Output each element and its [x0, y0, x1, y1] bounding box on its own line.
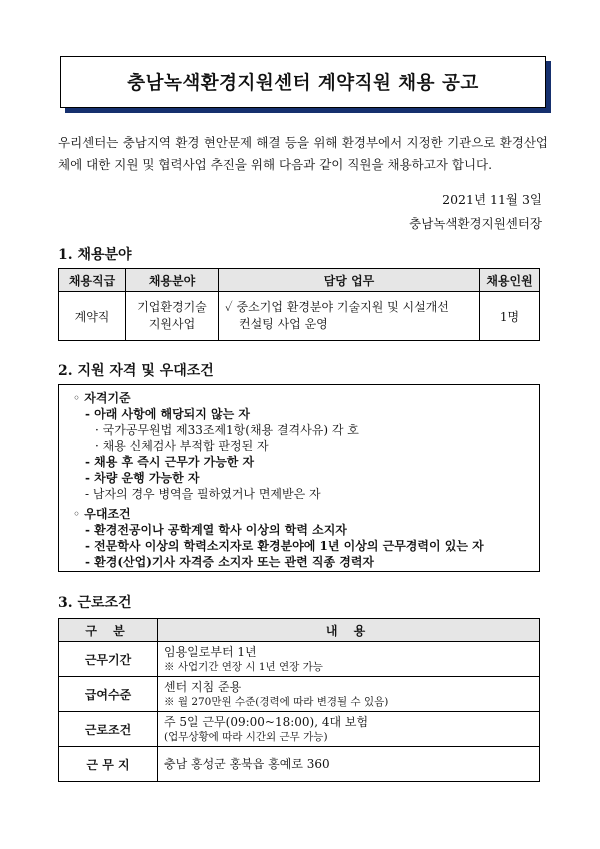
section1-title: 1. 채용분야	[58, 247, 132, 263]
table-row	[59, 642, 540, 677]
table-row	[59, 747, 540, 782]
qualification-box	[58, 384, 540, 572]
field-line1: 기업환경기술	[137, 300, 207, 314]
row-main: 임용일로부터 1년	[164, 645, 257, 659]
row-content	[158, 677, 540, 712]
row-label: 근무기간	[59, 642, 158, 677]
row-label: 근 무 지	[59, 747, 158, 782]
qual-item-1b: · 채용 신체검사 부적합 판정된 자	[95, 439, 269, 453]
row-main: 주 5일 근무(09:00~18:00), 4대 보험	[164, 715, 369, 729]
table-header-row	[59, 269, 540, 292]
duty-line1: ✓ 중소기업 환경분야 기술지원 및 시설개선	[225, 300, 449, 314]
header-content: 내 용	[158, 619, 540, 642]
working-conditions-table	[58, 618, 540, 782]
pref-heading: ◦ 우대조건	[73, 507, 131, 521]
table-row	[59, 677, 540, 712]
row-sub: ※ 사업기간 연장 시 1년 연장 가능	[164, 661, 323, 673]
header-category: 구 분	[59, 619, 158, 642]
announcement-date: 2021년 11월 3일	[442, 192, 542, 207]
row-main: 센터 지침 준용	[164, 680, 242, 694]
table-row	[59, 712, 540, 747]
header-duty: 담당 업무	[219, 269, 480, 292]
row-main: 충남 홍성군 홍북읍 홍예로 360	[164, 757, 330, 771]
cell-grade: 계약직	[59, 292, 126, 341]
intro-paragraph: 우리센터는 충남지역 환경 현안문제 해결 등을 위해 환경부에서 지정한 기관으로 환경산업체에 대한 지원 및 협력사업 추진을 위해 다음과 같이 직원을 채용하고자 합니다.	[58, 135, 548, 172]
header-field: 채용분야	[126, 269, 219, 292]
title-box	[60, 56, 546, 108]
section3-title: 3. 근로조건	[58, 595, 132, 611]
header-count: 채용인원	[480, 269, 540, 292]
duty-line2: 컨설팅 사업 운영	[239, 317, 328, 331]
issuer-name: 충남녹색환경지원센터장	[409, 216, 542, 231]
pref-item-2: - 전문학사 이상의 학력소지자로 환경분야에 1년 이상의 근무경력이 있는 자	[85, 539, 484, 553]
pref-item-3: - 환경(산업)기사 자격증 소지자 또는 관련 직종 경력자	[85, 555, 375, 569]
header-grade: 채용직급	[59, 269, 126, 292]
qual-heading: ◦ 자격기준	[73, 391, 131, 405]
qual-item-3: - 차량 운행 가능한 자	[85, 471, 200, 485]
row-label: 급여수준	[59, 677, 158, 712]
row-content	[158, 642, 540, 677]
qual-item-4: - 남자의 경우 병역을 필하였거나 면제받은 자	[85, 487, 321, 501]
cell-duty	[219, 292, 480, 341]
qual-item-1a: · 국가공무원법 제33조제1항(채용 결격사유) 각 호	[95, 423, 359, 437]
page-title: 충남녹색환경지원센터 계약직원 채용 공고	[60, 56, 546, 108]
table-row	[59, 292, 540, 341]
row-sub: ※ 월 270만원 수준(경력에 따라 변경될 수 있음)	[164, 696, 389, 708]
pref-item-1: - 환경전공이나 공학계열 학사 이상의 학력 소지자	[85, 523, 347, 537]
cell-count: 1명	[480, 292, 540, 341]
section2-title: 2. 지원 자격 및 우대조건	[58, 363, 214, 379]
row-content	[158, 747, 540, 782]
cell-field	[126, 292, 219, 341]
row-content	[158, 712, 540, 747]
table-header-row	[59, 619, 540, 642]
row-sub: (업무상황에 따라 시간외 근무 가능)	[164, 731, 328, 743]
qual-item-1: - 아래 사항에 해당되지 않는 자	[85, 407, 250, 421]
recruitment-table	[58, 268, 540, 341]
field-line2: 지원사업	[148, 317, 196, 331]
row-label: 근로조건	[59, 712, 158, 747]
qual-item-2: - 채용 후 즉시 근무가 가능한 자	[85, 455, 255, 469]
